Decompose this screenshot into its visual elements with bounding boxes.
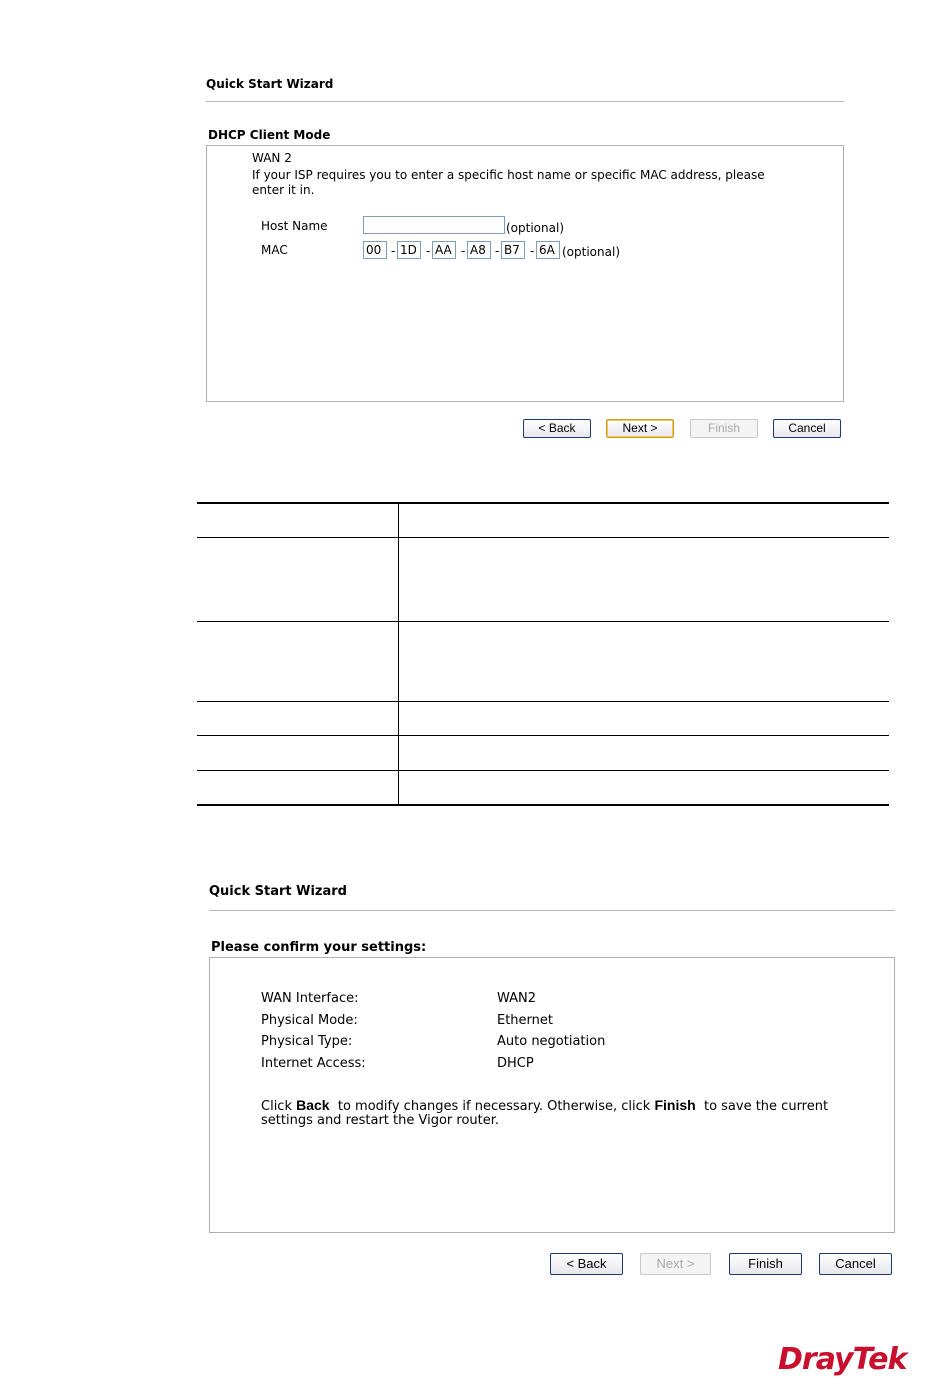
table-column-divider: [398, 502, 399, 805]
table-row-rule: [197, 735, 889, 736]
finish-button-disabled[interactable]: Finish: [690, 419, 758, 438]
host-name-optional: (optional): [506, 221, 564, 235]
confirm-settings-panel: [209, 957, 895, 1233]
setting-value: DHCP: [497, 1056, 534, 1072]
note-finish-word: Finish: [654, 1097, 696, 1113]
dhcp-client-panel: [206, 145, 844, 402]
setting-label: Physical Type:: [261, 1034, 353, 1050]
note-back-word: Back: [296, 1097, 330, 1113]
host-name-input[interactable]: [363, 216, 505, 234]
next-button[interactable]: Next >: [606, 419, 674, 438]
table-top-rule: [197, 502, 889, 504]
wizard2-title: Quick Start Wizard: [209, 884, 347, 899]
dhcp-section-title: DHCP Client Mode: [208, 128, 331, 142]
mac-octet-2[interactable]: 1D: [397, 241, 421, 259]
cancel-button[interactable]: Cancel: [773, 419, 841, 438]
confirm-note-line2: settings and restart the Vigor router.: [261, 1113, 500, 1128]
setting-label: Internet Access:: [261, 1056, 366, 1072]
mac-octet-3[interactable]: AA: [432, 241, 456, 259]
next-button-disabled[interactable]: Next >: [640, 1253, 711, 1275]
back-button[interactable]: < Back: [523, 419, 591, 438]
note-text: to modify changes if necessary. Otherwise, click: [329, 1099, 655, 1114]
setting-value: Auto negotiation: [497, 1034, 606, 1050]
wizard1-title: Quick Start Wizard: [206, 77, 334, 91]
mac-separator: -: [426, 244, 431, 258]
cancel-button[interactable]: Cancel: [819, 1253, 892, 1275]
mac-octet-1[interactable]: 00: [363, 241, 387, 259]
note-text: to save the current: [695, 1099, 829, 1114]
settings-values: [497, 988, 605, 1075]
table-row-rule: [197, 770, 889, 771]
mac-octet-5[interactable]: B7: [501, 241, 525, 259]
mac-label: MAC: [261, 243, 288, 257]
instruction-text: If your ISP requires you to enter a specific host name or specific MAC address, please enter it in.: [252, 168, 765, 197]
mac-octet-6[interactable]: 6A: [536, 241, 560, 259]
setting-value: WAN2: [497, 991, 537, 1006]
table-bottom-rule: [197, 804, 889, 806]
table-row-rule: [197, 537, 889, 538]
mac-octet-4[interactable]: A8: [467, 241, 491, 259]
setting-label: WAN Interface:: [261, 991, 359, 1006]
wizard1-divider: [206, 101, 844, 102]
setting-value: Ethernet: [497, 1012, 553, 1028]
table-row-rule: [197, 701, 889, 702]
settings-labels: [261, 988, 366, 1075]
wizard2-divider: [209, 910, 895, 911]
note-text: Click: [261, 1099, 297, 1114]
draytek-logo: DrayTek: [778, 1342, 907, 1377]
host-name-label: Host Name: [261, 219, 328, 233]
mac-separator: -: [495, 244, 500, 258]
setting-label: Physical Mode:: [261, 1012, 358, 1028]
finish-button[interactable]: Finish: [729, 1253, 802, 1275]
mac-optional: (optional): [562, 245, 620, 259]
back-button[interactable]: < Back: [550, 1253, 623, 1275]
mac-separator: -: [530, 244, 535, 258]
mac-separator: -: [461, 244, 466, 258]
wan-label: WAN 2: [252, 151, 292, 165]
mac-separator: -: [391, 244, 396, 258]
confirm-title: Please confirm your settings:: [211, 940, 427, 955]
table-row-rule: [197, 621, 889, 622]
